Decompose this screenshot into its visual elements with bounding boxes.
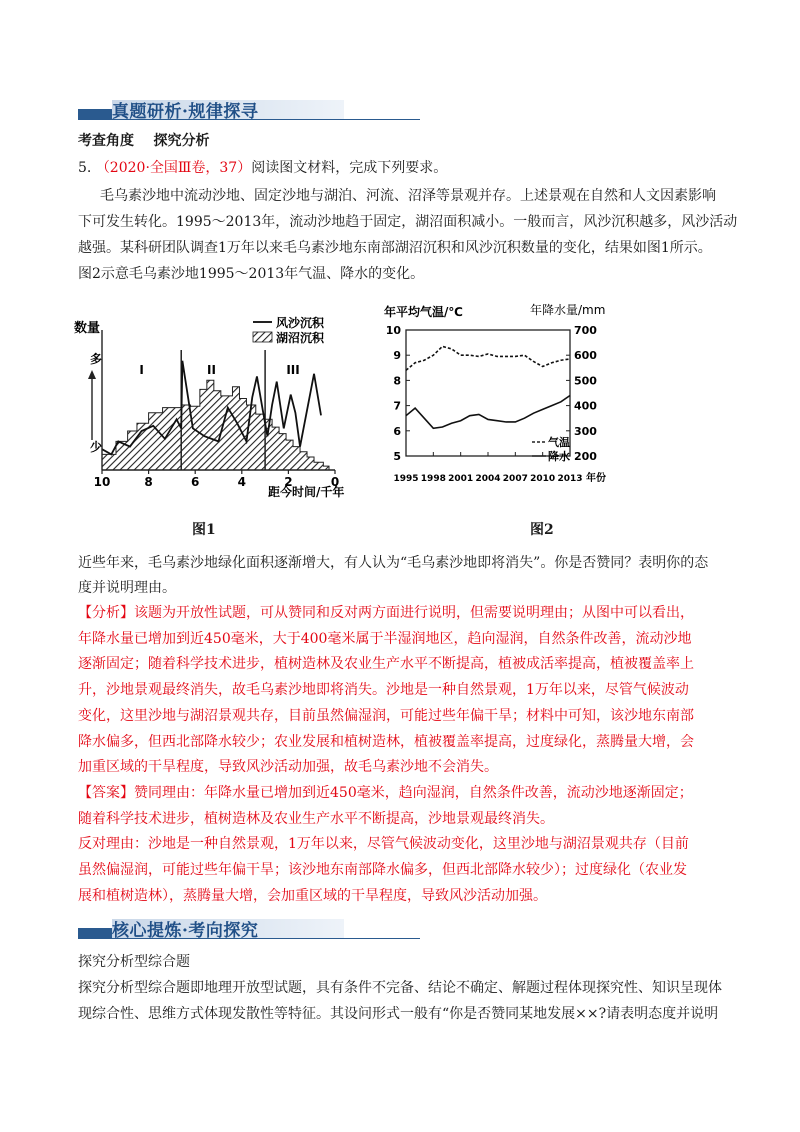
left-tick-label: 8 [393,374,401,388]
plot-frame [406,330,570,456]
x-tick-label: 2007 [502,474,528,484]
core-line: 现综合性、思维方式体现发散性等特征。其设问形式一般有“你是否赞同某地发展××?请表明态度并说明 [78,1006,719,1022]
x-tick-label: 0 [330,475,340,489]
left-tick-label: 7 [393,399,401,413]
x-tick-label: 2001 [448,474,474,484]
period-label: III [286,363,300,377]
answer-line: 虽然偏湿润，可能过些年偏干旱；该沙地东南部降水偏多，但西北部降水较少）；过度绿化（农业发 [78,862,687,879]
x-tick-label: 2010 [530,474,556,484]
analysis-block [78,601,694,781]
left-tick-label: 9 [393,349,401,363]
core-line: 探究分析型综合题即地理开放型试题，具有条件不完备、结论不确定、解题过程体现探究性、知识呈现体 [78,980,722,996]
analysis-line: 升，沙地景观最终消失，故毛乌素沙地即将消失。沙地是一种自然景观，1万年以来，尽管气候波动 [78,682,689,699]
left-tick-label: 6 [393,424,401,438]
answer-line: 反对理由：沙地是一种自然景观，1万年以来，尽管气候波动变化，这里沙地与湖沼景观共存（目前 [78,836,689,853]
angle-row [78,130,210,152]
section-header-2 [78,915,420,945]
section-title: 真题研析·规律探寻 [112,102,259,122]
figure-1-caption: 图1 [192,522,216,538]
figure-2-chart [380,300,620,500]
angle-label: 考查角度 [78,133,134,149]
analysis-line: 逐渐固定；随着科学技术进步，植树造林及农业生产水平不断提高，植被成活率提高，植被覆盖率上 [78,656,694,673]
right-tick-label: 700 [574,324,597,337]
answer-block [78,781,693,910]
y-axis-label: 数量 [74,321,101,336]
material-paragraph-cont [78,209,737,287]
material-line: 越强。某科研团队调查1万年以来毛乌素沙地东南部湖沼沉积和风沙沉积数量的变化，结果如图1所示。 [78,240,712,256]
right-tick-label: 400 [574,399,597,413]
x-tick-label: 8 [144,475,153,489]
question-source: （2020·全国Ⅲ卷，37） [95,160,252,176]
x-tick-label: 6 [191,475,200,489]
material-line: 毛乌素沙地中流动沙地、固定沙地与湖泊、河流、沼泽等景观并存。上述景观在自然和人文因素影响 [100,188,716,204]
legend-label-temperature: 气温 [548,436,570,449]
y-high-label: 多 [90,352,103,366]
x-axis-label: 距今时间/千年 [268,485,345,499]
answer-tag: 【答案】 [78,785,134,801]
answer-line: 展和植树造林），蒸腾量大增，会加重区域的干旱程度，导致风沙活动加强。 [78,887,547,904]
x-tick-label: 10 [93,475,111,489]
analysis-line: 降水偏多，但西北部降水较少；农业发展和植树造林，植被覆盖率提高，过度绿化，蒸腾量大增，会 [78,733,694,750]
temperature-line [406,346,570,370]
figure-2-caption: 图2 [530,522,554,538]
ask-paragraph [78,551,708,601]
x-axis-label: 年份 [586,473,606,484]
x-tick-label: 1998 [420,474,446,484]
analysis-line: 该题为开放性试题，可从赞同和反对两方面进行说明，但需要说明理由；从图中可以看出， [134,605,694,621]
x-tick-label: 2004 [475,474,501,484]
x-tick-label: 4 [237,475,246,489]
x-tick-label: 1995 [393,474,419,484]
legend-label-wind-sand: 风沙沉积 [276,316,325,330]
right-axis-label: 年降水量/mm [530,303,606,317]
section-title: 核心提炼·考向探究 [112,921,259,941]
answer-line: 赞同理由：年降水量已增加到近450毫米，趋向湿润，自然条件改善，流动沙地逐渐固定； [134,785,693,801]
figure-1-chart [70,300,370,500]
ask-line: 近些年来，毛乌素沙地绿化面积逐渐增大，有人认为“毛乌素沙地即将消失”。你是否赞同？表明你的态 [78,555,709,571]
analysis-line: 加重区域的干旱程度，导致风沙活动加强，故毛乌素沙地不会消失。 [78,759,498,776]
question-line [78,157,447,179]
x-tick-label: 2 [284,475,293,489]
question-number: 5. [78,160,92,176]
left-tick-label: 10 [385,324,401,337]
section-header-bar [78,928,112,939]
material-line: 下可发生转化。1995～2013年，流动沙地趋于固定，湖沼面积减小。一般而言，风沙沉积越多，风沙活动 [78,214,738,230]
right-tick-label: 500 [574,374,597,388]
right-tick-label: 300 [574,424,597,438]
precipitation-line [406,396,570,429]
core-subtitle: 探究分析型综合题 [78,954,190,970]
material-line: 图2示意毛乌素沙地1995～2013年气温、降水的变化。 [78,266,425,282]
left-tick-label: 5 [393,450,401,463]
legend-label-lake-marsh: 湖沼沉积 [276,331,325,345]
material-paragraph [100,183,716,209]
question-prompt: 阅读图文材料，完成下列要求。 [251,160,448,176]
analysis-tag: 【分析】 [78,605,134,621]
right-tick-label: 600 [574,349,597,363]
lake-marsh-area [102,380,329,470]
y-low-label: 少 [90,440,103,454]
period-label: I [139,363,144,377]
analysis-line: 变化，这里沙地与湖沼景观共存，目前虽然偏湿润，可能过些年偏干旱；材料中可知，该沙地东南部 [78,707,694,724]
answer-line: 随着科学技术进步，植树造林及农业生产水平不断提高，沙地景观最终消失。 [78,810,554,827]
section-header-1 [78,96,420,126]
x-tick-label: 2013 [557,474,583,484]
analysis-line: 年降水量已增加到近450毫米，大于400毫米属于半湿润地区，趋向湿润，自然条件改善，流动沙地 [78,630,692,647]
left-axis-label: 年平均气温/℃ [384,305,463,319]
period-label: II [207,363,216,377]
core-block [78,949,722,1027]
section-header-bar [78,109,112,120]
angle-value: 探究分析 [153,133,210,149]
right-tick-label: 200 [574,450,597,463]
legend-label-precipitation: 降水 [548,450,570,463]
ask-line: 度并说明理由。 [78,580,176,596]
